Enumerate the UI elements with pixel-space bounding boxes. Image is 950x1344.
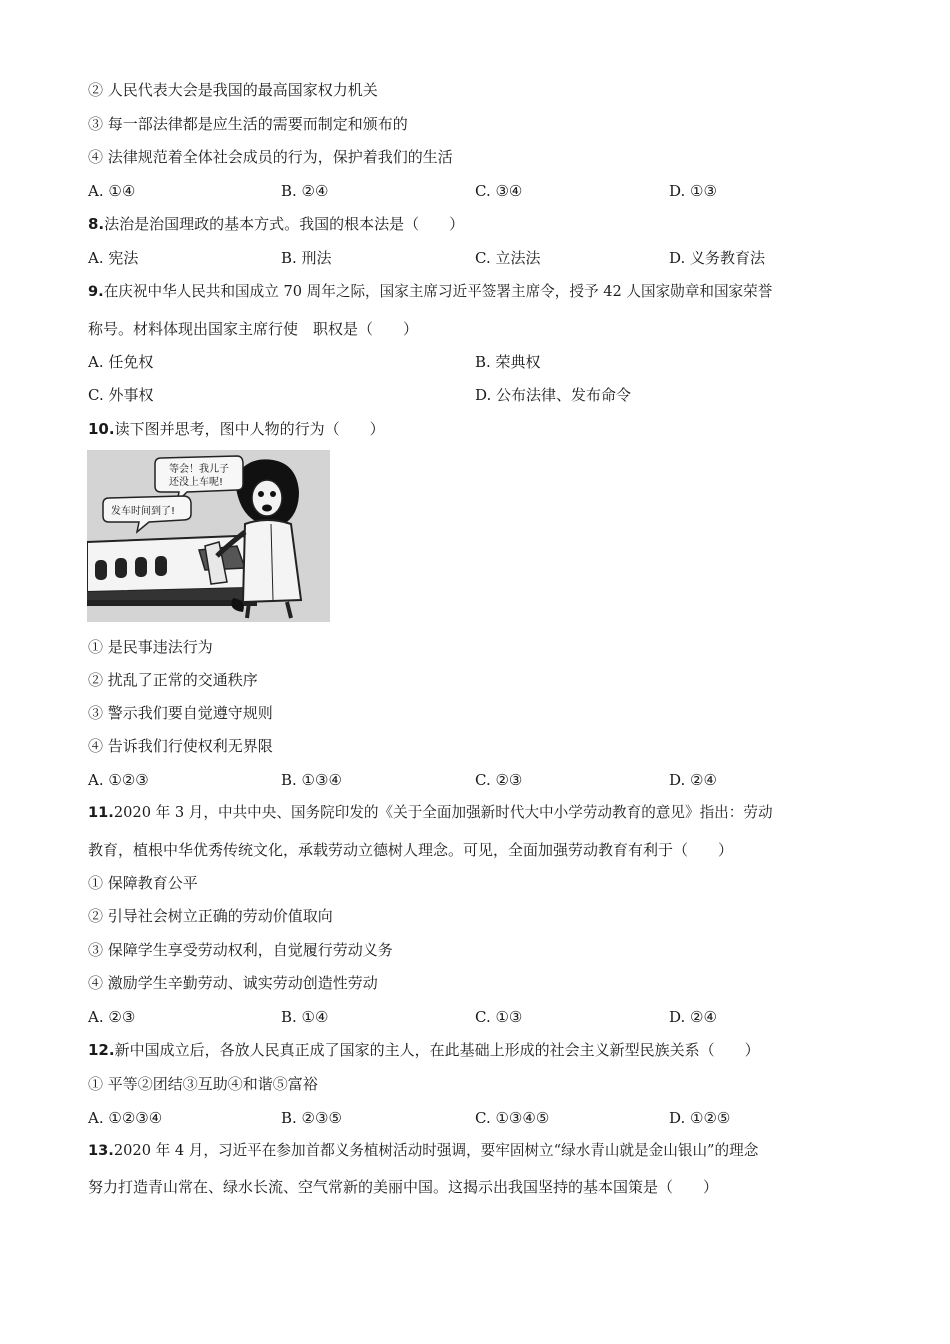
q7-item-2: ② 人民代表大会是我国的最高国家权力机关 (88, 81, 378, 99)
q10-text: 读下图并思考，图中人物的行为（ ） (114, 420, 385, 438)
q9-stem-line2: 称号。材料体现出国家主席行使 职权是（ ） (88, 320, 419, 338)
q7-option-b[interactable]: B. ②④ (281, 182, 329, 200)
bubble1-line2: 还没上车呢! (169, 477, 224, 488)
q9-text-line1: 在庆祝中华人民共和国成立 70 周年之际，国家主席习近平签署主席令，授予 42 人国家勋章和国家荣誉 (103, 283, 773, 300)
q12-option-a[interactable]: A. ①②③④ (88, 1109, 163, 1127)
q10-stem (88, 419, 385, 439)
q9-number: 9. (88, 283, 104, 300)
q8-option-d[interactable]: D. 义务教育法 (669, 249, 766, 267)
q7-option-a[interactable]: A. ①④ (88, 182, 136, 200)
q12-item-1: ① 平等②团结③互助④和谐⑤富裕 (88, 1075, 318, 1093)
q11-option-c[interactable]: C. ①③ (475, 1008, 523, 1026)
q8-text: 法治是治国理政的基本方式。我国的根本法是（ ） (104, 215, 465, 233)
cartoon-illustration (87, 450, 330, 622)
q12-option-c[interactable]: C. ①③④⑤ (475, 1109, 550, 1127)
q10-option-b[interactable]: B. ①③④ (281, 771, 342, 789)
q9-option-a[interactable]: A. 任免权 (88, 353, 154, 371)
q10-option-a[interactable]: A. ①②③ (88, 771, 149, 789)
q12-option-d[interactable]: D. ①②⑤ (669, 1109, 731, 1127)
q10-option-d[interactable]: D. ②④ (669, 771, 717, 789)
q7-option-c[interactable]: C. ③④ (475, 182, 523, 200)
q13-stem-line1 (88, 1141, 758, 1161)
q13-number: 13. (88, 1142, 114, 1159)
q11-stem-line2: 教育，植根中华优秀传统文化，承载劳动立德树人理念。可见，全面加强劳动教育有利于（ ） (88, 841, 734, 859)
q8-stem (88, 214, 464, 234)
q9-option-c[interactable]: C. 外事权 (88, 386, 154, 404)
q9-option-b[interactable]: B. 荣典权 (475, 353, 541, 371)
bubble1-line1: 等会！我儿子 (169, 464, 229, 475)
bubble2-text: 发车时间到了! (111, 506, 176, 517)
q13-stem-line2: 努力打造青山常在、绿水长流、空气常新的美丽中国。这揭示出我国坚持的基本国策是（ ） (88, 1178, 719, 1196)
q10-item-1: ① 是民事违法行为 (88, 638, 213, 656)
q10-item-2: ② 扰乱了正常的交通秩序 (88, 671, 258, 689)
q10-number: 10. (88, 420, 115, 438)
q9-stem-line1 (88, 282, 772, 302)
q12-number: 12. (88, 1041, 115, 1059)
q13-text-line1: 2020 年 4 月，习近平在参加首都义务植树活动时强调，要牢固树立“绿水青山就是金山银山”的理念 (113, 1142, 759, 1159)
q8-option-b[interactable]: B. 刑法 (281, 249, 332, 267)
q11-option-b[interactable]: B. ①④ (281, 1008, 329, 1026)
q12-text: 新中国成立后，各放人民真正成了国家的主人，在此基础上形成的社会主义新型民族关系（ ） (114, 1041, 760, 1059)
q8-option-c[interactable]: C. 立法法 (475, 249, 541, 267)
q10-option-c[interactable]: C. ②③ (475, 771, 523, 789)
q11-option-a[interactable]: A. ②③ (88, 1008, 136, 1026)
q7-item-4: ④ 法律规范着全体社会成员的行为，保护着我们的生活 (88, 148, 453, 166)
q10-item-4: ④ 告诉我们行使权利无界限 (88, 737, 273, 755)
q11-stem-line1 (88, 803, 773, 823)
q12-stem (88, 1040, 760, 1060)
cartoon-figure (87, 450, 330, 622)
q8-number: 8. (88, 215, 105, 233)
q11-item-1: ① 保障教育公平 (88, 874, 198, 892)
q10-item-3: ③ 警示我们要自觉遵守规则 (88, 704, 273, 722)
q11-item-3: ③ 保障学生享受劳动权利，自觉履行劳动义务 (88, 941, 393, 959)
q11-item-2: ② 引导社会树立正确的劳动价值取向 (88, 907, 333, 925)
q11-number: 11. (88, 804, 114, 821)
q7-item-3: ③ 每一部法律都是应生活的需要而制定和颁布的 (88, 115, 408, 133)
q12-option-b[interactable]: B. ②③⑤ (281, 1109, 342, 1127)
q9-option-d[interactable]: D. 公布法律、发布命令 (475, 386, 632, 404)
q11-item-4: ④ 激励学生辛勤劳动、诚实劳动创造性劳动 (88, 974, 378, 992)
q11-option-d[interactable]: D. ②④ (669, 1008, 717, 1026)
q11-text-line1: 2020 年 3 月，中共中央、国务院印发的《关于全面加强新时代大中小学劳动教育的意见》指出：劳动 (113, 804, 773, 821)
q7-option-d[interactable]: D. ①③ (669, 182, 717, 200)
q8-option-a[interactable]: A. 宪法 (88, 249, 139, 267)
